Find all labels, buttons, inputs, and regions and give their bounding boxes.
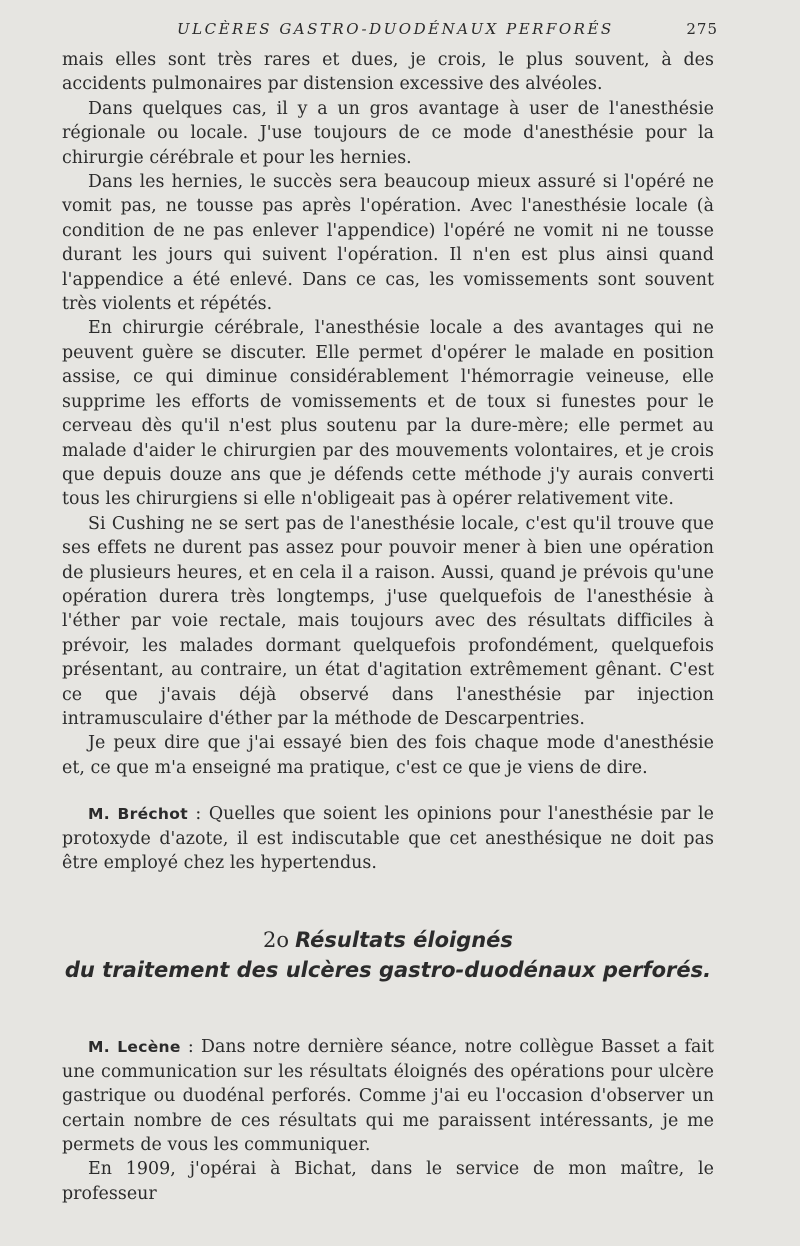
section-number: 2o (263, 928, 290, 953)
remark-text: : Quelles que soient les opinions pour l'anesthésie par le protoxyde d'azote, il est indiscutable que cet anesthésique ne doit pas être employé chez les hypertendus. (62, 804, 714, 873)
paragraph: En 1909, j'opérai à Bichat, dans le service de mon maître, le professeur (62, 1159, 714, 1204)
paragraph: Dans quelques cas, il y a un gros avantage à user de l'anesthésie régionale ou locale. J'use toujours de ce mode d'anesthésie pour la chirurgie cérébrale et pour les hernies. (62, 98, 714, 168)
spacer (62, 780, 714, 802)
main-text (62, 48, 714, 1206)
paragraph: mais elles sont très rares et dues, je crois, le plus souvent, à des accidents pulmonaires par distension excessive des alvéoles. (62, 50, 714, 95)
running-title: ULCÈRES GASTRO-DUODÉNAUX PERFORÉS (177, 20, 614, 38)
remark-text: : Dans notre dernière séance, notre collègue Basset a fait une communication sur les résultats éloignés des opérations pour ulcère gastrique ou duodénal perforés. Comme j'ai eu l'occasion d'observer un certain nombre de ces résultats qui me paraissent intéressants, je me permets de vous les communiquer. (62, 1037, 715, 1156)
paragraph: Dans les hernies, le succès sera beaucoup mieux assuré si l'opéré ne vomit pas, ne tousse pas après l'opération. Avec l'anesthésie locale (à condition de ne pas enlever l'appendice) l'opéré ne vomit ni ne tousse durant les jours qui suivent l'opération. Il n'en est plus ainsi quand l'appendice a été enlevé. Dans ce cas, les vomissements sont souvent très violents et répétés. (62, 172, 714, 315)
speaker-name: M. Bréchot (88, 805, 188, 824)
page-number: 275 (686, 20, 718, 38)
speaker-name: M. Lecène (88, 1038, 181, 1057)
section-title-line-1 (62, 925, 714, 955)
paragraph: Je peux dire que j'ai essayé bien des fois chaque mode d'anesthésie et, ce que m'a enseigné ma pratique, c'est ce que je viens de dire. (62, 733, 714, 778)
lecene-remark (62, 1035, 714, 1157)
section-title-line-2: du traitement des ulcères gastro-duodénaux perforés. (64, 958, 712, 983)
paragraph: Si Cushing ne se sert pas de l'anesthésie locale, c'est qu'il trouve que ses effets ne durent pas assez pour pouvoir mener à bien une opération de plusieurs heures, et en cela il a raison. Aussi, quand je prévois qu'une opération durera très longtemps, j'use quelquefois de l'anesthésie à l'éther par voie rectale, mais toujours avec des résultats difficiles à prévoir, les malades dormant quelquefois profondément, quelquefois présentant, au contraire, un état d'agitation extrêmement gênant. C'est ce que j'avais déjà observé dans l'anesthésie par injection intramusculaire d'éther par la méthode de Descarpentries. (62, 513, 714, 729)
section-heading (62, 925, 714, 985)
paragraph: En chirurgie cérébrale, l'anesthésie locale a des avantages qui ne peuvent guère se discuter. Elle permet d'opérer le malade en position assise, ce qui diminue considérablement l'hémorragie veineuse, elle supprime les efforts de vomissements et de toux si funestes pour le cerveau dès qu'il n'est plus soutenu par la dure-mère; elle permet au malade d'aider le chirurgien par des mouvements volontaires, et je crois que depuis douze ans que je défends cette méthode j'y aurais converti tous les chirurgiens si elle n'obligeait pas à opérer relativement vite. (62, 318, 714, 510)
page-header (62, 18, 718, 48)
brechot-remark (62, 802, 714, 875)
section-title: Résultats éloignés (295, 928, 513, 953)
